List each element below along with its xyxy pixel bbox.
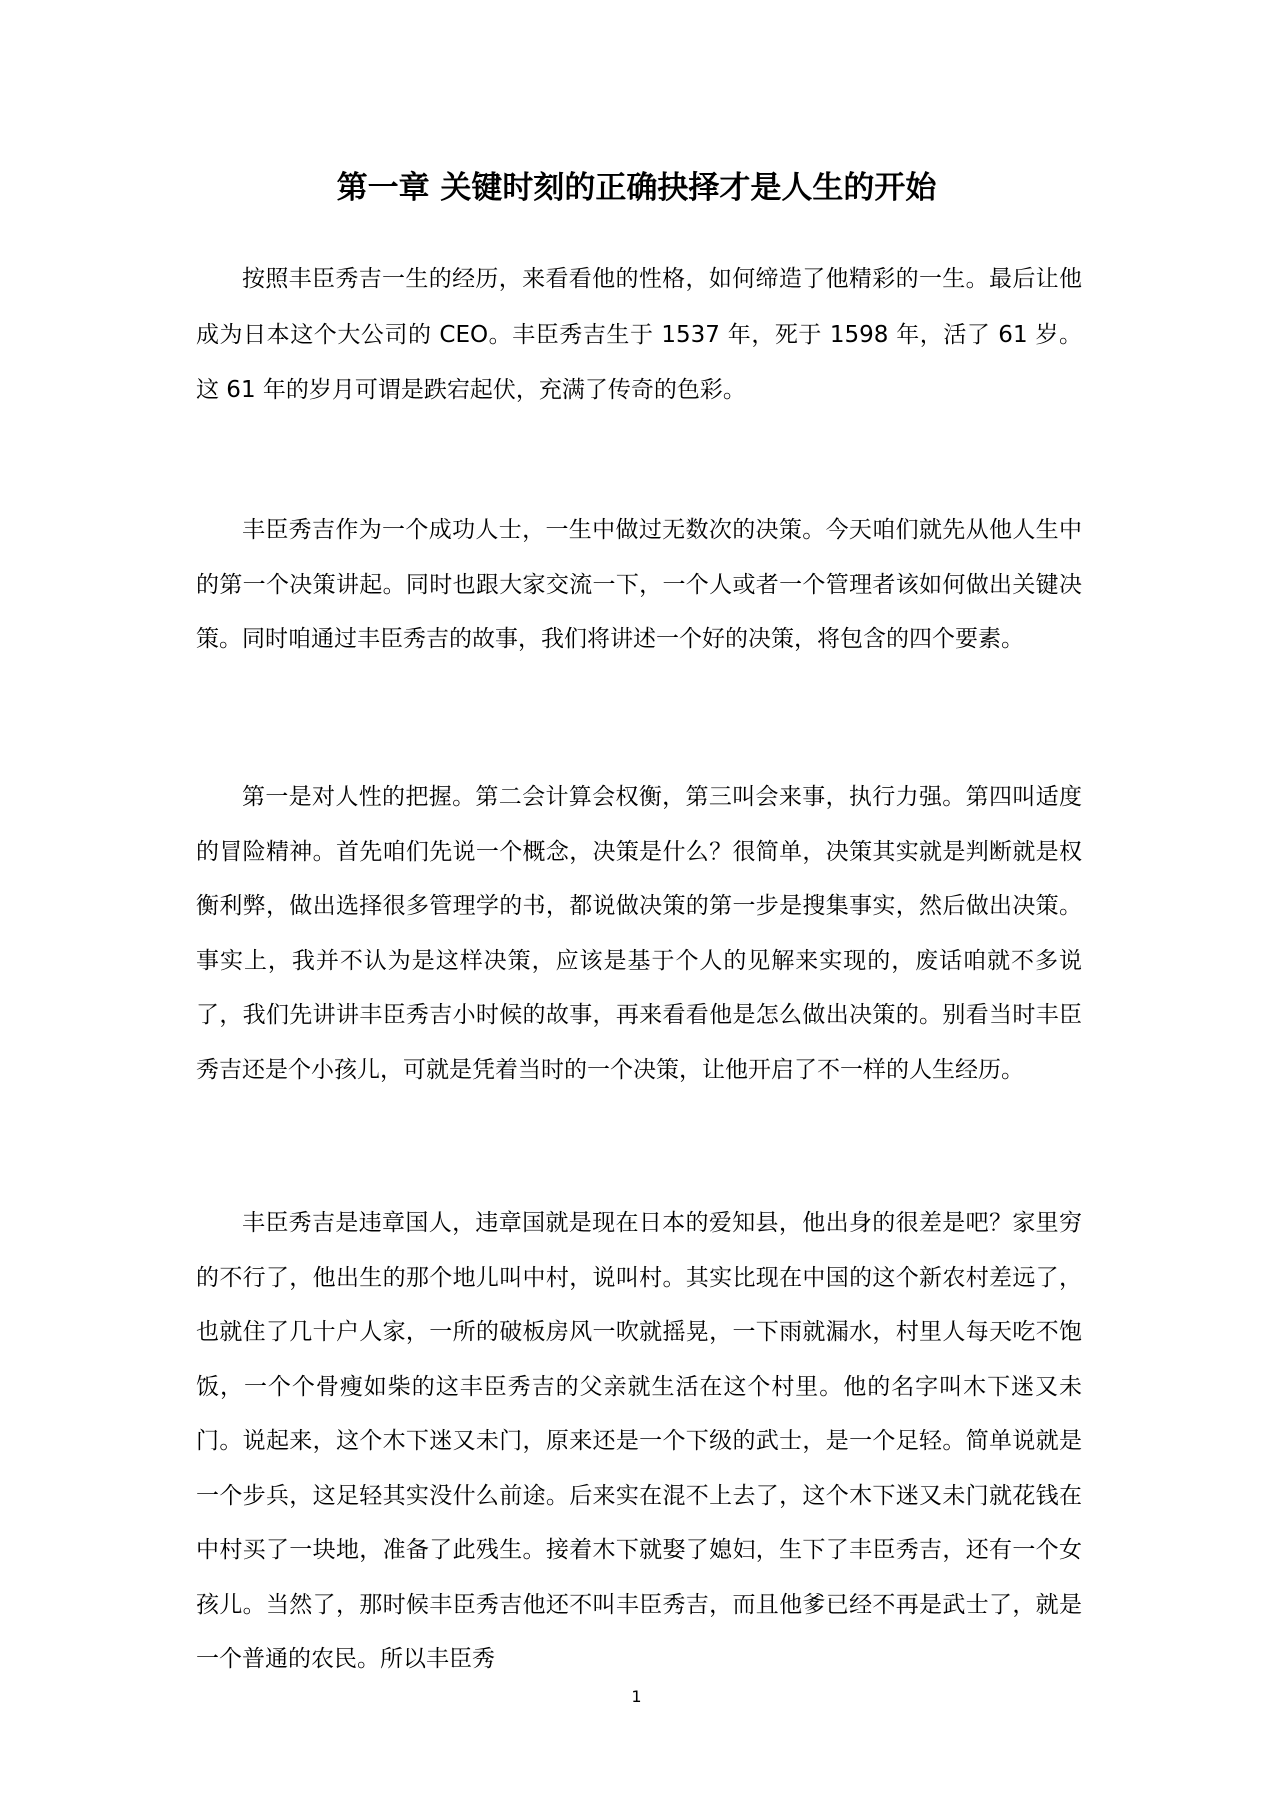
chapter-title: 第一章 关键时刻的正确抉择才是人生的开始 xyxy=(336,170,937,206)
paragraph-4: 丰臣秀吉是违章国人，违章国就是现在日本的爱知县，他出身的很差是吧？家里穷的不行了，他出生的那个地儿叫中村，说叫村。其实比现在中国的这个新农村差远了，也就住了几十户人家，一所的破板房风一吹就摇晃，一下雨就漏水，村里人每天吃不饱饭，一个个骨瘦如柴的这丰臣秀吉的父亲就生活在这个村里。他的名字叫木下迷又未门。说起来，这个木下迷又未门，原来还是一个下级的武士，是一个足轻。简单说就是一个步兵，这足轻其实没什么前途。后来实在混不上去了，这个木下迷又未门就花钱在中村买了一块地，准备了此残生。接着木下就娶了媳妇，生下了丰臣秀吉，还有一个女孩儿。当然了，那时候丰臣秀吉他还不叫丰臣秀吉，而且他爹已经不再是武士了，就是一个普通的农民。所以丰臣秀 xyxy=(196,1210,1082,1672)
paragraph-1: 按照丰臣秀吉一生的经历，来看看他的性格，如何缔造了他精彩的一生。最后让他成为日本这个大公司的 CEO。丰臣秀吉生于 1537 年，死于 1598 年，活了 61 岁。这 61 年的岁月可谓是跌宕起伏，充满了传奇的色彩。 xyxy=(196,266,1082,403)
paragraph-2: 丰臣秀吉作为一个成功人士，一生中做过无数次的决策。今天咱们就先从他人生中的第一个决策讲起。同时也跟大家交流一下，一个人或者一个管理者该如何做出关键决策。同时咱通过丰臣秀吉的故事，我们将讲述一个好的决策，将包含的四个要素。 xyxy=(196,517,1082,652)
page-number: 1 xyxy=(631,1687,642,1706)
paragraph-3: 第一是对人性的把握。第二会计算会权衡，第三叫会来事，执行力强。第四叫适度的冒险精神。首先咱们先说一个概念，决策是什么？很简单，决策其实就是判断就是权衡利弊，做出选择很多管理学的书，都说做决策的第一步是搜集事实，然后做出决策。事实上，我并不认为是这样决策，应该是基于个人的见解来实现的，废话咱就不多说了，我们先讲讲丰臣秀吉小时候的故事，再来看看他是怎么做出决策的。别看当时丰臣秀吉还是个小孩儿，可就是凭着当时的一个决策，让他开启了不一样的人生经历。 xyxy=(196,784,1082,1083)
